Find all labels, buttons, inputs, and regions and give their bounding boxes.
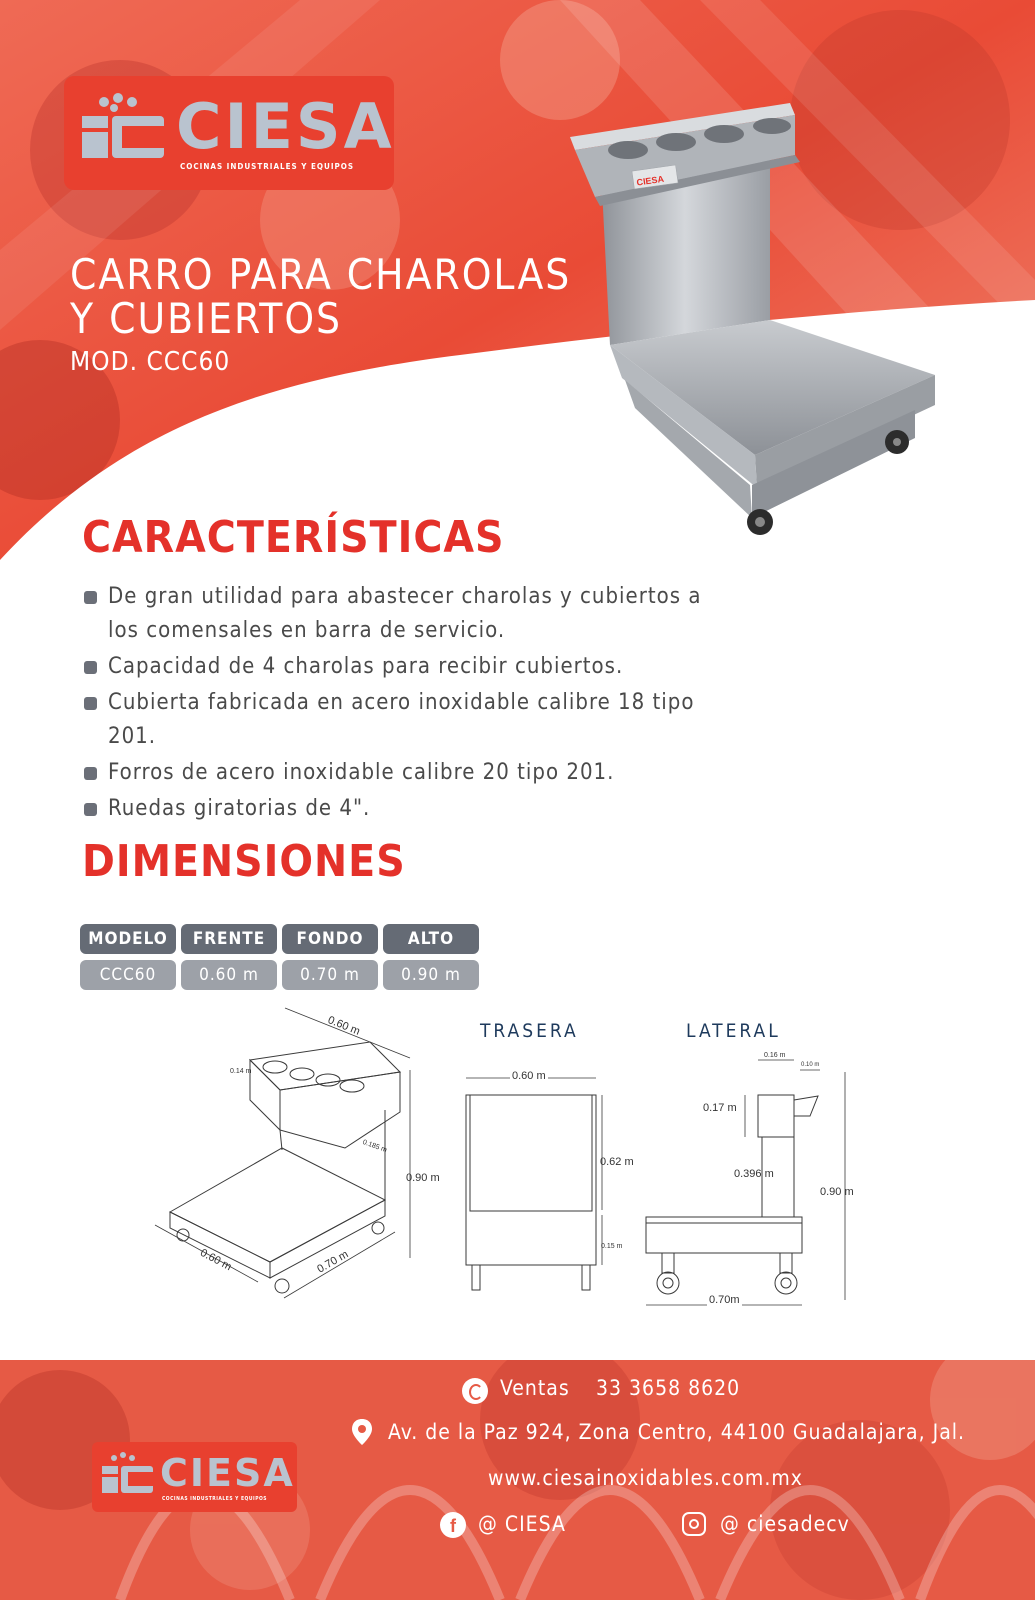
- side-column-height: 0.396 m: [734, 1168, 774, 1180]
- feature-item: Capacidad de 4 charolas para recibir cubiertos.: [84, 650, 724, 684]
- website-link[interactable]: www.ciesainoxidables.com.mx: [488, 1466, 803, 1490]
- side-view-label: LATERAL: [686, 1020, 781, 1042]
- whatsapp-icon: [462, 1378, 488, 1404]
- rear-base-height: 0.15 m: [601, 1243, 623, 1250]
- instagram-icon: [682, 1512, 706, 1536]
- address: Av. de la Paz 924, Zona Centro, 44100 Guadalajara, Jal.: [388, 1420, 966, 1444]
- rear-panel-height: 0.62 m: [600, 1156, 634, 1168]
- features-title: CARACTERÍSTICAS: [82, 512, 505, 563]
- footer-brand-tagline: COCINAS INDUSTRIALES Y EQUIPOS: [162, 1496, 268, 1502]
- bullet-icon: [84, 767, 97, 780]
- brand-tagline: COCINAS INDUSTRIALES Y EQUIPOS: [180, 162, 355, 171]
- iso-depth: 0.70 m: [315, 1248, 351, 1276]
- brand-name: CIESA: [176, 90, 395, 163]
- rear-drawing: [466, 1078, 602, 1290]
- footer: [0, 1360, 1035, 1600]
- side-top-depth: 0.16 m: [764, 1052, 786, 1059]
- iso-height: 0.90 m: [406, 1172, 440, 1184]
- instagram-handle[interactable]: @ ciesadecv: [720, 1512, 850, 1536]
- location-pin-icon: [350, 1418, 374, 1446]
- product-model: MOD. CCC60: [70, 347, 231, 377]
- facebook-icon: f: [440, 1512, 466, 1538]
- feature-item: Forros de acero inoxidable calibre 20 tipo 201.: [84, 756, 724, 790]
- iso-holder-height: 0.14 m: [230, 1068, 252, 1075]
- footer-brand-name: CIESA: [160, 1451, 295, 1495]
- table-header-modelo: MODELO: [80, 924, 176, 954]
- rear-width: 0.60 m: [512, 1070, 546, 1082]
- brand-logo: [64, 76, 394, 190]
- iso-drawing: [155, 1008, 410, 1298]
- table-cell-frente: 0.60 m: [181, 960, 277, 990]
- bullet-icon: [84, 591, 97, 604]
- feature-item: Cubierta fabricada en acero inoxidable calibre 18 tipo 201.: [84, 686, 724, 754]
- facebook-handle[interactable]: @ CIESA: [478, 1512, 566, 1536]
- side-drawing: [646, 1060, 845, 1305]
- features-list: [84, 580, 724, 828]
- table-cell-alto: 0.90 m: [383, 960, 479, 990]
- table-cell-fondo: 0.70 m: [282, 960, 378, 990]
- product-title-line2: Y CUBIERTOS: [70, 294, 343, 343]
- side-depth: 0.70m: [709, 1294, 740, 1306]
- iso-top-width: 0.60 m: [325, 1014, 362, 1038]
- product-title-line1: CARRO PARA CHAROLAS: [70, 250, 572, 299]
- table-header-alto: ALTO: [383, 924, 479, 954]
- table-header-fondo: FONDO: [282, 924, 378, 954]
- technical-drawings: [0, 1000, 1035, 1330]
- dimensions-title: DIMENSIONES: [82, 836, 406, 887]
- sales-label: Ventas: [500, 1376, 570, 1400]
- feature-item: Ruedas giratorias de 4".: [84, 792, 724, 826]
- bullet-icon: [84, 697, 97, 710]
- side-height: 0.90 m: [820, 1186, 854, 1198]
- table-cell-modelo: CCC60: [80, 960, 176, 990]
- iso-front: 0.60 m: [198, 1246, 234, 1274]
- table-header-frente: FRENTE: [181, 924, 277, 954]
- sales-phone[interactable]: 33 3658 8620: [596, 1376, 741, 1400]
- product-plate-text: CIESA: [635, 173, 665, 188]
- feature-item: De gran utilidad para abastecer charolas y cubiertos a los comensales en barra de servicio.: [84, 580, 724, 648]
- side-lip: 0.10 m: [801, 1062, 820, 1068]
- dimensions-table: [80, 924, 480, 996]
- bullet-icon: [84, 661, 97, 674]
- rear-view-label: TRASERA: [480, 1020, 579, 1042]
- side-holder-height: 0.17 m: [703, 1102, 737, 1114]
- footer-logo: [92, 1442, 297, 1512]
- iso-holder-depth: 0.185 m: [361, 1138, 388, 1155]
- bullet-icon: [84, 803, 97, 816]
